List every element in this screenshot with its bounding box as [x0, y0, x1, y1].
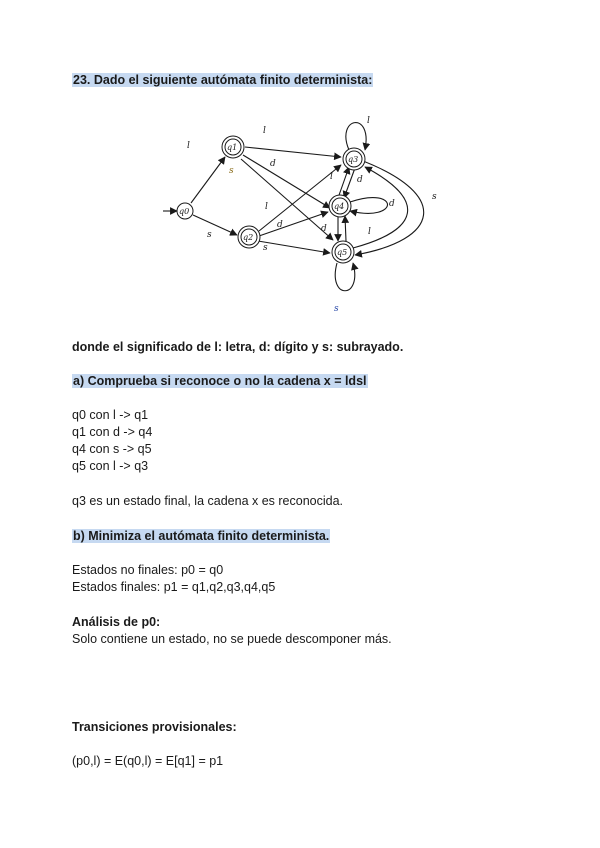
label-q1-s: s	[229, 166, 234, 176]
state-label-q2: q2	[243, 233, 254, 242]
loop-top	[346, 123, 366, 150]
label-mid-l: l	[330, 172, 333, 182]
loop-bottom	[335, 263, 355, 291]
label-right-s: s	[432, 192, 437, 202]
final-states: Estados finales: p1 = q1,q2,q3,q4,q5	[72, 580, 276, 594]
step-1: q0 con l -> q1	[72, 408, 149, 422]
label-q2-s: s	[263, 243, 268, 253]
edge-mid-d	[344, 168, 355, 198]
part-b-highlight: b) Minimiza el autómata finito determinista.	[73, 529, 330, 543]
automaton-diagram	[155, 105, 455, 320]
label-q1-d: d	[270, 159, 276, 169]
edge-q0-q2	[193, 215, 237, 235]
step-3: q4 con s -> q5	[72, 442, 152, 456]
label-loop-bottom: s	[334, 304, 339, 314]
label-q0-q2: s	[207, 230, 212, 240]
transition-line: (p0,l) = E(q0,l) = E[q1] = p1	[72, 754, 224, 768]
part-b-title	[72, 528, 330, 545]
label-d-low: d	[321, 224, 327, 234]
state-label-q1: q1	[227, 143, 238, 152]
heading-highlight: 23. Dado el siguiente autómata finito determinista:	[73, 73, 373, 87]
transitions-title: Transiciones provisionales:	[72, 720, 237, 734]
state-label-q3: q3	[348, 155, 359, 164]
state-label-q5: q5	[337, 248, 348, 257]
edge-q2-q3	[259, 165, 341, 231]
part-a-title	[72, 373, 368, 390]
edge-q1-top	[245, 147, 341, 157]
state-label-q4: q4	[334, 202, 345, 211]
exercise-heading	[72, 72, 373, 89]
edge-q2-q5	[258, 241, 330, 253]
label-q2-d: d	[277, 220, 283, 230]
label-q0-q1: l	[187, 141, 190, 151]
step-4: q5 con l -> q3	[72, 459, 149, 473]
step-2: q1 con d -> q4	[72, 425, 153, 439]
edge-q2-q4	[259, 212, 328, 236]
label-q2-l: l	[265, 202, 268, 212]
loop-mid	[350, 198, 388, 214]
non-final-states: Estados no finales: p0 = q0	[72, 563, 224, 577]
label-q1-top: l	[263, 126, 266, 136]
edge-q1-q4	[243, 155, 330, 208]
analysis-text: Solo contiene un estado, no se puede descomponer más.	[72, 632, 392, 646]
analysis-title: Análisis de p0:	[72, 615, 161, 629]
edge-q0-q1	[191, 157, 225, 203]
state-label-q0: q0	[179, 207, 190, 216]
edge-d-low	[345, 216, 346, 241]
edge-mid-l	[338, 167, 349, 198]
label-right-l: l	[368, 227, 371, 237]
label-loop-top: l	[367, 116, 370, 126]
part-a-conclusion: q3 es un estado final, la cadena x es reconocida.	[72, 494, 344, 508]
label-loop-mid: d	[389, 199, 395, 209]
label-mid-d: d	[357, 175, 363, 185]
meaning-line: donde el significado de l: letra, d: dígito y s: subrayado.	[72, 340, 404, 354]
part-a-highlight: a) Comprueba si reconoce o no la cadena x = ldsl	[73, 374, 367, 388]
